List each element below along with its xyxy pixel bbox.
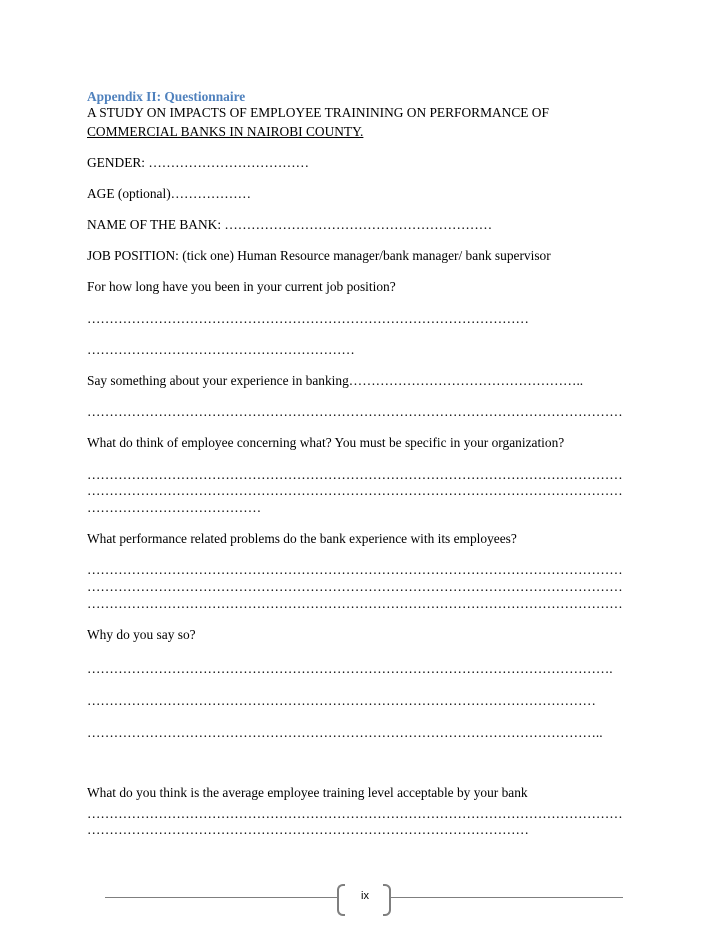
study-title-line2: COMMERCIAL BANKS IN NAIROBI COUNTY. [87,124,364,139]
question-training: What do you think is the average employee training level acceptable by your bank [87,785,528,800]
question-employee: What do think of employee concerning what? You must be specific in your organization? [87,435,565,450]
job-position-field: JOB POSITION: (tick one) Human Resource manager/bank manager/ bank supervisor [87,248,551,263]
age-field: AGE (optional)……………… [87,186,252,201]
footer-rule-right [391,897,623,898]
answer-line: ………………………………………………………………………………………………………… [87,596,623,611]
answer-line: ………………………………………………………………………………………………………… [87,579,623,594]
bank-name-field: NAME OF THE BANK: …………………………………………………… [87,217,493,232]
question-why: Why do you say so? [87,627,196,642]
answer-line: ………………………………………………………………………………………………………… [87,404,623,419]
answer-line: …………………………………………………… [87,342,355,357]
page-number-bracket-right [383,884,391,916]
gender-field: GENDER: ……………………………… [87,155,310,170]
footer-rule-left [105,897,337,898]
page-number-bracket-left [337,884,345,916]
question-problems: What performance related problems do the bank experience with its employees? [87,531,517,546]
answer-line: ………………………………………………………………………………………………………… [87,467,623,482]
answer-line: ………………………………………………………………………………………………………… [87,562,623,577]
answer-line: ……………………………………………………………………………………… [87,822,529,837]
page-number: ix [361,890,369,902]
answer-line: ………………………………………………………………………………………………………… [87,806,623,821]
study-title-line1: A STUDY ON IMPACTS OF EMPLOYEE TRAININING ON PERFORMANCE OF [87,105,549,120]
answer-line: ……………………………………………………………………………………… [87,311,529,326]
answer-line: …………………………………………………………………………………………………….. [87,725,603,740]
question-experience: Say something about your experience in banking…………………………………………….. [87,373,584,388]
appendix-title: Appendix II: Questionnaire [87,89,246,104]
answer-line: ………………………………………………………………………………………………………… [87,483,623,498]
question-how-long: For how long have you been in your current job position? [87,279,396,294]
answer-line: ………………………………… [87,500,262,515]
answer-line: ………………………………………………………………………………………………………. [87,661,613,676]
answer-line: …………………………………………………………………………………………………… [87,693,596,708]
